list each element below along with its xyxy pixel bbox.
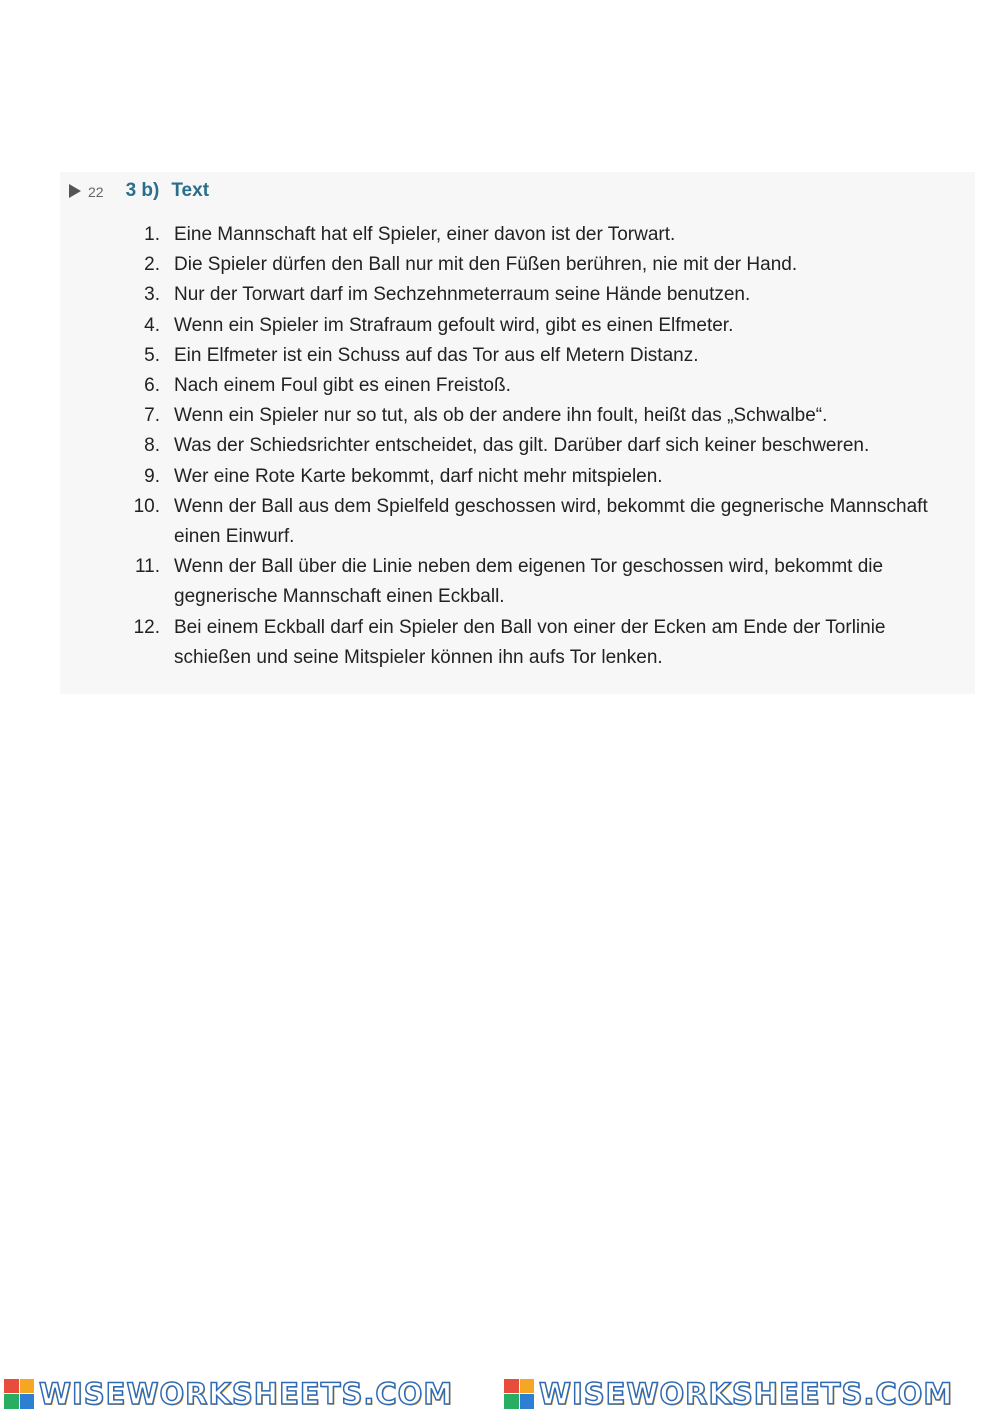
item-text: Wenn der Ball aus dem Spielfeld geschossen wird, bekommt die gegnerische Mannschaft einen Einwurf. <box>174 495 928 548</box>
item-text: Nach einem Foul gibt es einen Freistoß. <box>174 375 511 397</box>
brand-wordmark: WISEWORKSHEETS.COM <box>539 1376 954 1411</box>
list-item <box>125 401 945 431</box>
brand-watermark <box>500 1377 1000 1411</box>
item-text: Bei einem Eckball darf ein Spieler den Ball von einer der Ecken am Ende der Torlinie schießen und seine Mitspieler können ihn aufs Tor lenken. <box>174 616 886 668</box>
watermark-footer <box>0 1374 1000 1413</box>
item-number: 2. <box>144 254 160 276</box>
list-item <box>125 613 945 673</box>
task-title: Text <box>171 180 210 201</box>
item-text: Wenn ein Spieler nur so tut, als ob der andere ihn foult, heißt das „Schwalbe“. <box>174 405 828 427</box>
list-item <box>125 220 945 250</box>
item-number: 1. <box>144 224 160 245</box>
list-item <box>125 311 945 341</box>
item-number: 12. <box>133 616 160 638</box>
item-text: Wenn ein Spieler im Strafraum gefoult wird, gibt es einen Elfmeter. <box>174 314 734 336</box>
exercise-header <box>69 177 209 205</box>
item-text: Wenn der Ball über die Linie neben dem eigenen Tor geschossen wird, bekommt die gegnerische Mannschaft einen Eckball. <box>174 556 884 608</box>
item-text: Die Spieler dürfen den Ball nur mit den Füßen berühren, nie mit der Hand. <box>174 254 798 276</box>
list-item <box>125 250 945 280</box>
list-item <box>125 431 945 461</box>
item-number: 8. <box>144 435 160 457</box>
play-icon[interactable] <box>69 184 81 198</box>
list-item <box>125 462 945 492</box>
statement-list <box>125 220 945 673</box>
track-number: 22 <box>88 184 104 200</box>
list-item <box>125 552 945 612</box>
wiseworksheets-logo-icon <box>4 1379 34 1409</box>
item-text: Ein Elfmeter ist ein Schuss auf das Tor aus elf Metern Distanz. <box>174 344 699 366</box>
item-number: 4. <box>144 314 160 336</box>
item-number: 3. <box>144 284 160 306</box>
brand-watermark <box>0 1377 500 1411</box>
item-number: 9. <box>144 465 160 487</box>
list-item <box>125 280 945 310</box>
item-number: 10. <box>133 495 160 517</box>
item-number: 6. <box>144 375 160 397</box>
item-text: Eine Mannschaft hat elf Spieler, einer davon ist der Torwart. <box>174 224 676 245</box>
item-number: 7. <box>144 405 160 427</box>
item-text: Was der Schiedsrichter entscheidet, das gilt. Darüber darf sich keiner beschweren. <box>174 435 870 457</box>
wiseworksheets-logo-icon <box>504 1379 534 1409</box>
list-item <box>125 371 945 401</box>
item-number: 5. <box>144 344 160 366</box>
item-text: Nur der Torwart darf im Sechzehnmeterraum seine Hände benutzen. <box>174 284 751 306</box>
list-item <box>125 341 945 371</box>
item-text: Wer eine Rote Karte bekommt, darf nicht mehr mitspielen. <box>174 465 663 487</box>
list-item <box>125 492 945 552</box>
task-number: 3 b) <box>125 180 160 201</box>
item-number: 11. <box>134 556 160 578</box>
brand-wordmark: WISEWORKSHEETS.COM <box>39 1376 454 1411</box>
